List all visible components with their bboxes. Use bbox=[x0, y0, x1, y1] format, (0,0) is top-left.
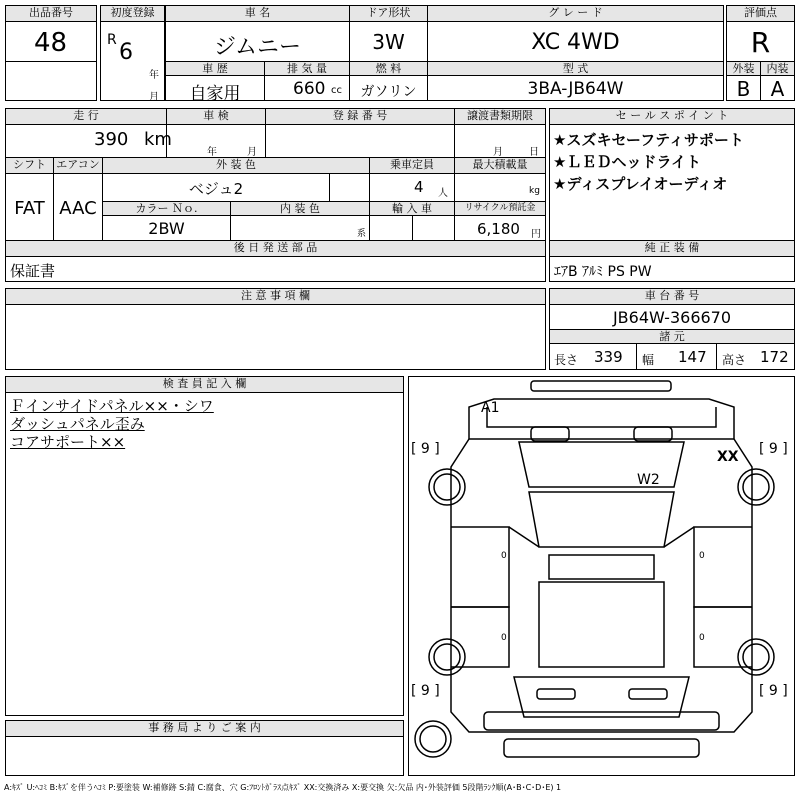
chassis-header: 車 台 番 号 bbox=[550, 289, 794, 305]
sales-point-3: ★ディスプレイオーディオ bbox=[553, 175, 728, 193]
import-header: 輸 入 車 bbox=[370, 202, 454, 216]
ext-color-value: ベジュ2 bbox=[188, 180, 244, 198]
year-unit: 年 bbox=[149, 70, 159, 81]
exterior-header: 外装 bbox=[727, 62, 760, 76]
door-value: 3W bbox=[372, 30, 405, 54]
capacity-header: 乗車定員 bbox=[370, 158, 454, 174]
width-value: 147 bbox=[678, 348, 707, 366]
shift-header: シフト bbox=[6, 158, 53, 174]
fuel-header: 燃 料 bbox=[350, 62, 427, 76]
lot-box bbox=[5, 5, 97, 101]
fuel-value: ガソリン bbox=[360, 84, 417, 100]
int-color-suffix: 系 bbox=[357, 229, 367, 239]
length-label: 長さ bbox=[554, 353, 579, 367]
yen-unit: 円 bbox=[531, 229, 541, 240]
displacement-header: 排 気 量 bbox=[265, 62, 349, 76]
exterior-value: B bbox=[736, 77, 751, 101]
height-label: 高さ bbox=[722, 353, 747, 367]
later-parts-box bbox=[5, 240, 546, 282]
grade-box bbox=[427, 5, 724, 62]
ext-color-box bbox=[102, 157, 370, 202]
grade-value: XC 4WD bbox=[531, 30, 620, 55]
mark-w2: W2 bbox=[637, 472, 660, 488]
inspector-note-1: Ｆインサイドパネル××・シワ bbox=[10, 397, 214, 415]
mark-zero-l2: 0 bbox=[501, 633, 507, 643]
inspection-header: 車 検 bbox=[167, 109, 265, 125]
inspector-header: 検 査 員 記 入 欄 bbox=[6, 377, 403, 393]
car-name: ジムニー bbox=[213, 35, 302, 60]
mark-zero-l1: 0 bbox=[501, 551, 507, 561]
transfer-header: 譲渡書類期限 bbox=[455, 109, 545, 125]
shift-value: FAT bbox=[14, 198, 45, 219]
genuine-box bbox=[549, 240, 795, 282]
tire-fl: [ 9 ] bbox=[411, 441, 440, 457]
tire-rl: [ 9 ] bbox=[411, 683, 440, 699]
max-load-header: 最大積載量 bbox=[455, 158, 545, 174]
sales-point-1: ★スズキセーフティサポート bbox=[553, 131, 744, 149]
mark-xx: XX bbox=[717, 449, 739, 465]
notes-header: 注 意 事 項 欄 bbox=[6, 289, 545, 305]
recycle-value: 6,180 bbox=[477, 220, 520, 238]
exterior-box bbox=[726, 61, 761, 101]
max-load-box bbox=[454, 157, 546, 202]
genuine-header: 純 正 装 備 bbox=[550, 241, 794, 257]
legend: A:ｷｽﾞ U:ﾍｺﾐ B:ｷｽﾞを伴うﾍｺﾐ P:要塗装 W:補修跡 S:錆 C:腐食、穴 G:ﾌﾛﾝﾄｶﾞﾗｽ点ｷｽﾞ XX:交換済み X:要交換 欠:欠品 内･外装評価 5段階ﾗﾝｸ順(A･B･C･D･E) 1 bbox=[4, 783, 562, 792]
era: R bbox=[107, 32, 117, 48]
first-reg-box bbox=[100, 5, 165, 101]
color-no-value: 2BW bbox=[148, 219, 185, 238]
car-outline-diagram bbox=[409, 377, 794, 775]
tire-rr: [ 9 ] bbox=[759, 683, 788, 699]
mileage-box bbox=[5, 108, 172, 158]
insp-year: 年 bbox=[207, 147, 217, 158]
aircon-box bbox=[53, 157, 103, 241]
color-no-header: カラー Ｎｏ. bbox=[103, 202, 230, 216]
history-value: 自家用 bbox=[189, 84, 241, 104]
shift-box bbox=[5, 157, 54, 241]
notes-box bbox=[5, 288, 546, 370]
door-header: ドア形状 bbox=[350, 6, 427, 22]
displacement-box bbox=[264, 61, 350, 101]
mileage-header: 走 行 bbox=[6, 109, 166, 125]
inspection-box bbox=[166, 108, 266, 158]
model-box bbox=[427, 61, 724, 101]
aircon-header: エアコン bbox=[54, 158, 102, 174]
height-value: 172 bbox=[760, 348, 789, 366]
door-box bbox=[349, 5, 428, 62]
mileage-value: 390 bbox=[94, 129, 129, 150]
mark-zero-r1: 0 bbox=[699, 551, 705, 561]
office-header: 事 務 局 よ り ご 案 内 bbox=[6, 721, 403, 737]
transfer-day: 日 bbox=[529, 147, 539, 158]
capacity-unit: 人 bbox=[438, 188, 448, 199]
insp-month: 月 bbox=[247, 147, 257, 158]
grade-header: グ レ ー ド bbox=[428, 6, 723, 22]
sales-point-box bbox=[549, 108, 795, 241]
displacement-value: 660 bbox=[293, 79, 326, 99]
history-header: 車 歴 bbox=[166, 62, 264, 76]
fuel-box bbox=[349, 61, 428, 101]
interior-box bbox=[760, 61, 795, 101]
model-header: 型 式 bbox=[428, 62, 723, 76]
score-box bbox=[726, 5, 795, 62]
history-box bbox=[165, 61, 265, 104]
recycle-box bbox=[454, 201, 546, 241]
import-box bbox=[369, 201, 455, 241]
score-value: R bbox=[750, 26, 771, 59]
capacity-value: 4 bbox=[414, 178, 424, 196]
tire-fr: [ 9 ] bbox=[759, 441, 788, 457]
ext-color-header: 外 装 色 bbox=[103, 158, 369, 174]
width-label: 幅 bbox=[642, 353, 655, 367]
inspector-box bbox=[5, 376, 404, 716]
lot-number: 48 bbox=[34, 28, 68, 58]
int-color-box bbox=[230, 201, 370, 241]
dims-header: 諸 元 bbox=[550, 330, 794, 344]
interior-header: 内装 bbox=[761, 62, 794, 76]
year-value: 6 bbox=[119, 40, 133, 65]
cc-unit: cc bbox=[331, 85, 342, 96]
later-parts-header: 後 日 発 送 部 品 bbox=[6, 241, 545, 257]
color-no-box bbox=[102, 201, 231, 241]
capacity-box bbox=[369, 157, 455, 202]
mark-zero-r2: 0 bbox=[699, 633, 705, 643]
interior-value: A bbox=[770, 77, 785, 101]
office-box bbox=[5, 720, 404, 776]
month-unit: 月 bbox=[149, 92, 159, 103]
km-unit: km bbox=[144, 129, 172, 150]
inspector-note-2: ダッシュパネル歪み bbox=[10, 415, 145, 433]
vehicle-diagram bbox=[408, 376, 795, 776]
first-reg-header: 初度登録 bbox=[101, 6, 164, 22]
transfer-month: 月 bbox=[493, 147, 503, 158]
chassis-box bbox=[549, 288, 795, 330]
length-value: 339 bbox=[594, 348, 623, 366]
mark-a1: A1 bbox=[481, 400, 500, 416]
inspector-note-3: コアサポート×× bbox=[10, 433, 126, 451]
later-parts-value: 保証書 bbox=[10, 262, 56, 280]
car-name-header: 車 名 bbox=[166, 6, 349, 22]
model-value: 3BA-JB64W bbox=[527, 79, 624, 99]
sales-point-header: セ ー ル ス ポ イ ン ト bbox=[550, 109, 794, 125]
chassis-value: JB64W-366670 bbox=[612, 308, 732, 327]
kg-unit: kg bbox=[529, 186, 540, 196]
reg-no-header: 登 録 番 号 bbox=[266, 109, 454, 125]
sales-point-2: ★ＬＥＤヘッドライト bbox=[553, 153, 701, 171]
lot-header: 出品番号 bbox=[6, 6, 96, 22]
car-name-box bbox=[165, 5, 350, 62]
genuine-value: ｴｱB ｱﾙﾐ PS PW bbox=[554, 264, 652, 280]
dims-box bbox=[549, 329, 795, 370]
aircon-value: AAC bbox=[59, 198, 97, 219]
int-color-header: 内 装 色 bbox=[231, 202, 369, 216]
recycle-header: リサイクル預託金 bbox=[455, 202, 545, 216]
score-header: 評価点 bbox=[727, 6, 794, 22]
transfer-box bbox=[454, 108, 546, 158]
reg-no-box bbox=[265, 108, 455, 158]
